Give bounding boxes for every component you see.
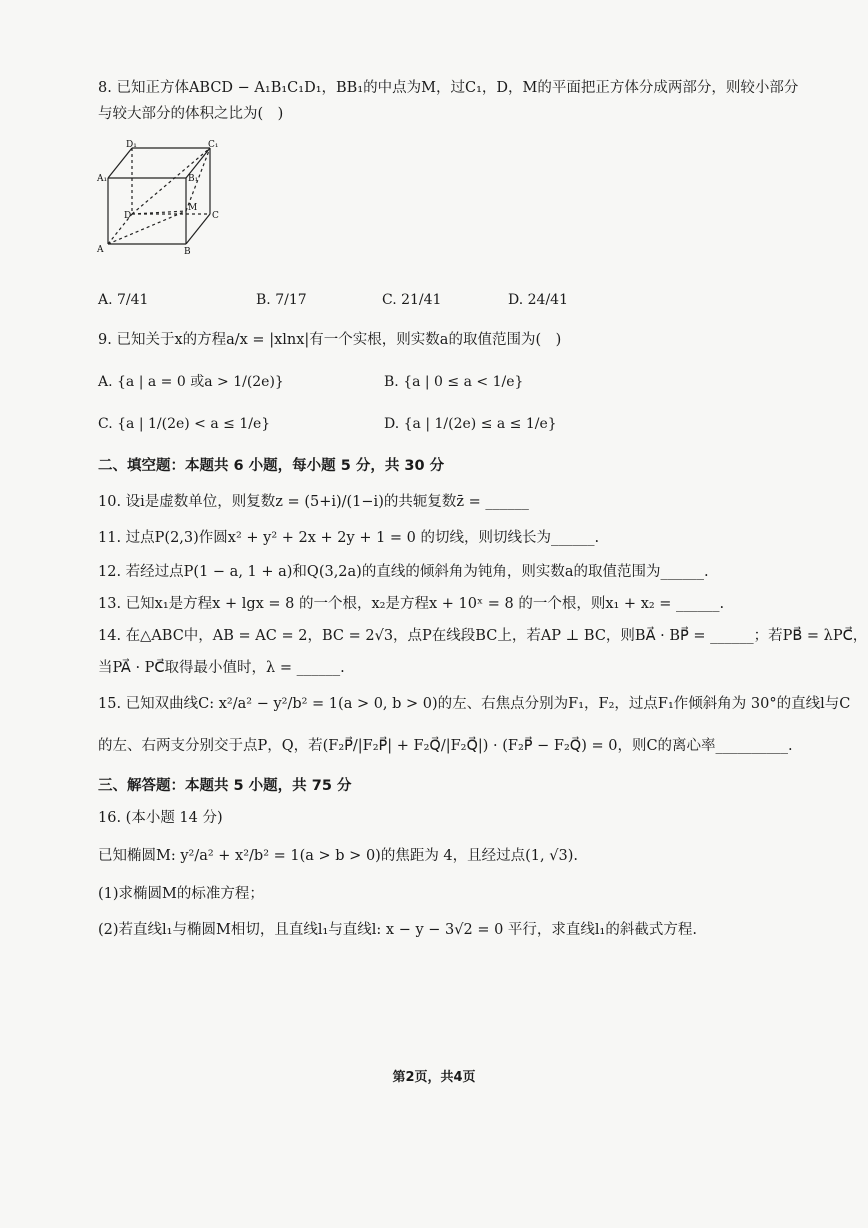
section-fill-in-heading: 二、填空题：本题共 6 小题，每小题 5 分，共 30 分 [98,458,445,474]
q16-stem: 已知椭圆M: y²/a² + x²/b² = 1(a > b > 0)的焦距为 4，且经过点(1, √3). [98,848,578,864]
q15-line1: 15. 已知双曲线C: x²/a² − y²/b² = 1(a > 0, b > 0)的左、右焦点分别为F₁，F₂，过点F₁作倾斜角为 30°的直线l与C [98,696,851,712]
q9-option-d: D. {a | 1/(2e) ≤ a ≤ 1/e} [384,416,557,432]
q14-line2: 当PA⃗ · PC⃗取得最小值时，λ = ______. [98,660,345,676]
q16-part2: (2)若直线l₁与椭圆M相切，且直线l₁与直线l: x − y − 3√2 = 0 平行，求直线l₁的斜截式方程. [98,922,697,938]
q8-stem-line2: 与较大部分的体积之比为( ) [98,106,284,122]
label-b: B [184,247,191,257]
q15-line2: 的左、右两支分别交于点P，Q，若(F₂P⃗/|F₂P⃗| + F₂Q⃗/|F₂Q⃗|) · (F₂P⃗ − F₂Q⃗) = 0，则C的离心率__________. [98,738,793,754]
q13: 13. 已知x₁是方程x + lgx = 8 的一个根，x₂是方程x + 10ˣ = 8 的一个根，则x₁ + x₂ = ______. [98,596,725,612]
q8-stem-line1: 8. 已知正方体ABCD − A₁B₁C₁D₁，BB₁的中点为M，过C₁，D，M的平面把正方体分成两部分，则较小部分 [98,80,799,96]
section-answer-heading: 三、解答题：本题共 5 小题，共 75 分 [98,778,352,794]
q9-option-a: A. {a | a = 0 或a > 1/(2e)} [98,374,284,390]
label-d1: D₁ [126,140,137,150]
label-c: C [212,211,219,221]
page-footer: 第2页，共4页 [392,1070,476,1085]
q10: 10. 设i是虚数单位，则复数z = (5+i)/(1−i)的共轭复数z̄ = ______ [98,494,529,510]
label-d: D [124,211,132,221]
q9-option-b: B. {a | 0 ≤ a < 1/e} [384,374,524,390]
label-b1: B₁ [188,174,199,184]
q9-stem: 9. 已知关于x的方程a/x = |xlnx|有一个实根，则实数a的取值范围为( ) [98,332,562,348]
q9-option-c: C. {a | 1/(2e) < a ≤ 1/e} [98,416,271,432]
q8-option-c: C. 21/41 [382,292,442,308]
cube-figure [96,138,226,258]
label-a: A [97,245,104,255]
q14-line1: 14. 在△ABC中，AB = AC = 2，BC = 2√3，点P在线段BC上，若AP ⊥ BC，则BA⃗ · BP⃗ = ______；若PB⃗ = λPC⃗， [98,628,868,644]
q16-part1: (1)求椭圆M的标准方程； [98,886,264,902]
label-a1: A₁ [97,174,108,184]
q8-option-a: A. 7/41 [98,292,149,308]
q11: 11. 过点P(2,3)作圆x² + y² + 2x + 2y + 1 = 0 的切线，则切线长为______. [98,530,600,546]
label-m: M [188,203,198,213]
label-c1: C₁ [208,140,219,150]
q12: 12. 若经过点P(1 − a, 1 + a)和Q(3,2a)的直线的倾斜角为钝角，则实数a的取值范围为______. [98,564,709,580]
q16-title: 16. (本小题 14 分) [98,810,223,826]
q8-option-d: D. 24/41 [508,292,568,308]
q8-option-b: B. 7/17 [256,292,307,308]
